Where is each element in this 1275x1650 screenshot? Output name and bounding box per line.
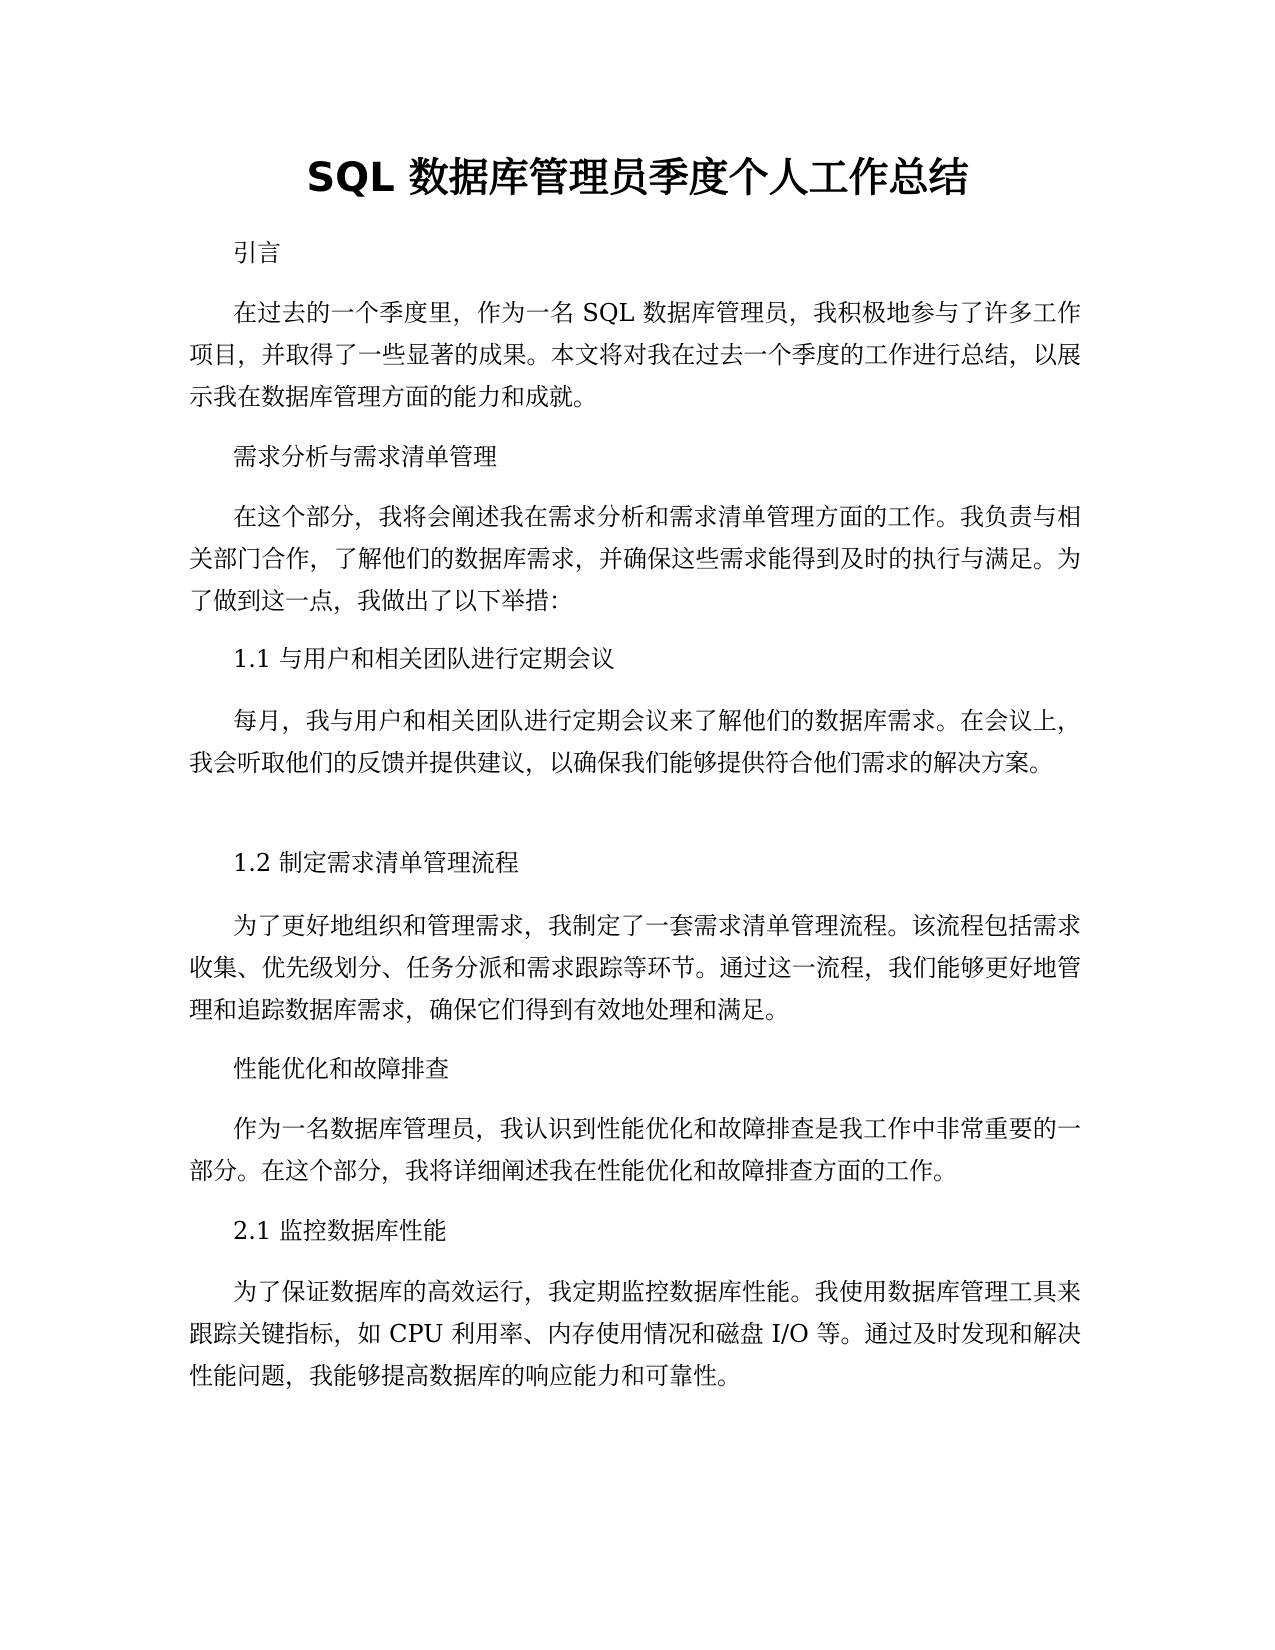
paragraph-1-2: 为了更好地组织和管理需求，我制定了一套需求清单管理流程。该流程包括需求收集、优先级划分、任务分派和需求跟踪等环节。通过这一流程，我们能够更好地管理和追踪数据库需求，确保它们得到有效地处理和满足。	[189, 912, 1081, 1024]
document-title: SQL 数据库管理员季度个人工作总结	[306, 155, 969, 201]
paragraph-2-1: 为了保证数据库的高效运行，我定期监控数据库性能。我使用数据库管理工具来跟踪关键指标，如 CPU 利用率、内存使用情况和磁盘 I/O 等。通过及时发现和解决性能问题，我能够提高数据库的响应能力和可靠性。	[189, 1278, 1081, 1390]
paragraph-requirements: 在这个部分，我将会阐述我在需求分析和需求清单管理方面的工作。我负责与相关部门合作，了解他们的数据库需求，并确保这些需求能得到及时的执行与满足。为了做到这一点，我做出了以下举措：	[189, 503, 1081, 615]
paragraph-performance: 作为一名数据库管理员，我认识到性能优化和故障排查是我工作中非常重要的一部分。在这个部分，我将详细阐述我在性能优化和故障排查方面的工作。	[189, 1115, 1081, 1185]
subsection-heading-1-1: 1.1 与用户和相关团队进行定期会议	[233, 645, 615, 673]
paragraph-intro: 在过去的一个季度里，作为一名 SQL 数据库管理员，我积极地参与了许多工作项目，并取得了一些显著的成果。本文将对我在过去一个季度的工作进行总结，以展示我在数据库管理方面的能力和成就。	[189, 299, 1081, 411]
section-heading-requirements: 需求分析与需求清单管理	[233, 443, 497, 471]
paragraph-1-1: 每月，我与用户和相关团队进行定期会议来了解他们的数据库需求。在会议上，我会听取他们的反馈并提供建议，以确保我们能够提供符合他们需求的解决方案。	[189, 707, 1081, 777]
section-heading-intro: 引言	[233, 239, 281, 267]
subsection-heading-1-2: 1.2 制定需求清单管理流程	[233, 849, 519, 877]
section-heading-performance: 性能优化和故障排查	[233, 1055, 449, 1083]
subsection-heading-2-1: 2.1 监控数据库性能	[233, 1217, 447, 1245]
